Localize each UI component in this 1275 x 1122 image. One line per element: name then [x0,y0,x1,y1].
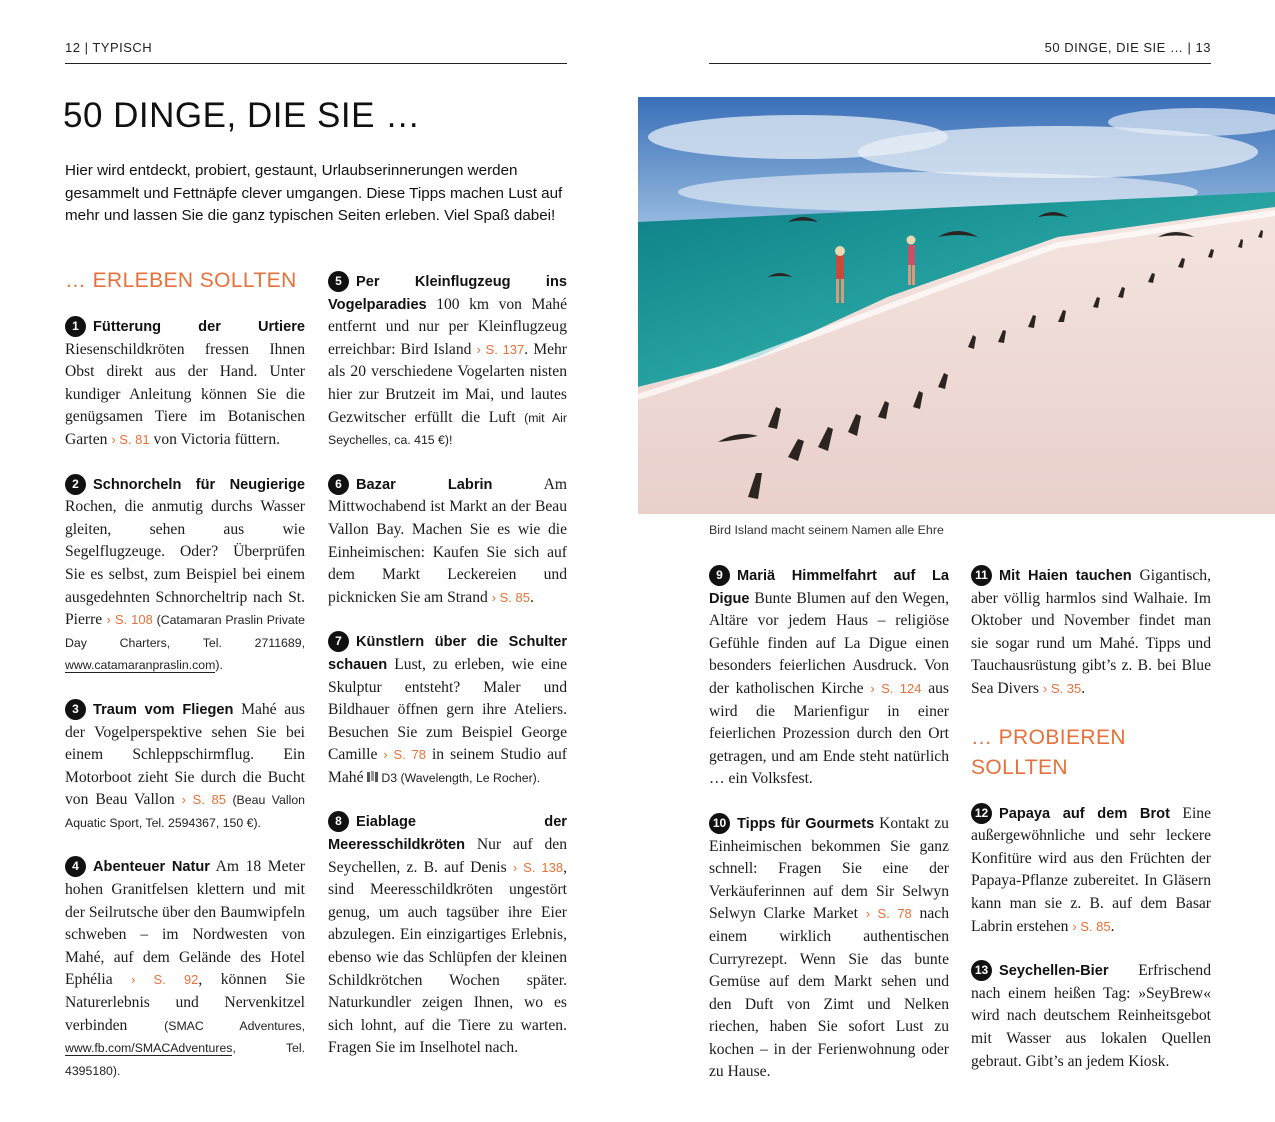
tip-item-6: 6 Bazar Labrin Am Mittwochabend ist Markt an der Beau Vallon Bay. Machen Sie es wie die Einheimischen: Kaufen Sie sich auf dem Markt Leckereien und picknicken Sie am Strand › S. 85. [328,475,567,606]
column-2 [328,271,567,1082]
number-badge: 9 [709,565,730,586]
number-badge: 5 [328,271,349,292]
tip-item-1: 1 Fütterung der Urtiere Riesenschildkröten fressen Ihnen Obst direkt aus der Hand. Unter kundiger Anleitung können Sie die genügsamen Tiere im Botanischen Garten › S. 81 von Victoria füttern. [65,316,305,452]
map-icon [367,771,378,783]
intro-text: Hier wird entdeckt, probiert, gestaunt, Urlaubserinnerungen werden gesammelt und Fettnäpfe clever umgangen. Diese Tipps machen Lust auf mehr und lassen Sie die ganz typischen Seiten erleben. Viel Spaß dabei! [65,162,563,224]
number-badge: 10 [709,813,730,834]
tip-item-3: 3 Traum vom Fliegen Mahé aus der Vogelperspektive sehen Sie bei einem Schleppschirmflug. Ein Motorboot zieht Sie durch die Bucht von Beau Vallon › S. 85 (Beau Vallon Aquatic Sport, Tel. 2594367, 150 €). [65,700,305,830]
page-reference-link[interactable]: › S. 78 [865,906,912,922]
web-link[interactable]: www.catamaranpraslin.com [65,658,216,673]
tip-title: Künstlern über die Schulter schauen [328,634,567,673]
tip-title: Eiablage der Meeresschildkröten [328,814,567,854]
page-reference-link[interactable]: › S. 85 [181,792,227,808]
tip-title: Abenteuer Natur [93,859,210,876]
page-reference-link[interactable]: › S. 85 [491,589,530,605]
page-reference-link[interactable]: › S. 124 [870,680,922,696]
page-reference-link[interactable]: › S. 78 [383,747,426,763]
photo-caption: Bird Island macht seinem Namen alle Ehre [709,523,944,537]
page-reference-link[interactable]: › S. 85 [1072,918,1111,934]
tip-title: Mariä Himmelfahrt auf La Digue [709,568,949,607]
page-reference-link[interactable]: › S. 35 [1042,680,1082,696]
section-heading-probieren: … PROBIEREN SOLLTEN [971,725,1126,779]
number-badge: 2 [65,474,86,495]
number-badge: 11 [971,565,992,586]
running-header-left: 12 | TYPISCH [65,40,567,64]
tip-item-11: 11 Mit Haien tauchen Gigantisch, aber völlig harmlos sind Walhaie. Im Oktober und November findet man sie sogar rund um Mahé. Tipps und Tauchausrüstung gibt’s z. B. bei Blue Sea Divers › S. 35. [971,567,1211,697]
tip-title: Tipps für Gourmets [737,815,875,832]
number-badge: 8 [328,811,349,832]
number-badge: 1 [65,316,86,337]
number-badge: 4 [65,856,86,877]
number-badge: 12 [971,803,992,824]
page-reference-link[interactable]: › S. 108 [106,612,153,628]
number-badge: 7 [328,631,349,652]
web-link[interactable]: www.fb.com/SMACAdventures [65,1041,233,1056]
number-badge: 3 [65,699,86,720]
page-reference-link[interactable]: › S. 81 [111,431,150,447]
section-heading-erleben: … ERLEBEN SOLLTEN [65,269,297,292]
tip-title: Fütterung der Urtiere [93,319,305,335]
column-4 [971,565,1211,1095]
page-reference-link[interactable]: › S. 137 [476,341,525,357]
tip-title: Traum vom Fliegen [93,701,234,718]
tip-item-13: 13 Seychellen-Bier Erfrischend nach einem heißen Tag: »SeyBrew« wird nach deutschem Reinheitsgebot mit Wasser aus lokalen Quellen gebraut. Gibt’s an jedem Kiosk. [971,962,1211,1070]
page-reference-link[interactable]: › S. 138 [512,859,564,875]
tip-item-12: 12 Papaya auf dem Brot Eine außergewöhnliche und sehr leckere Konfitüre wird aus den Früchten der Papaya-Pflanze zubereitet. In Gläsern kann man sie z. B. auf dem Basar Labrin erstehen › S. 85. [971,804,1211,935]
column-1 [65,266,305,1104]
number-badge: 6 [328,474,349,495]
tip-item-7: 7 Künstlern über die Schulter schauen Lust, zu erleben, wie eine Skulptur entsteht? Maler und Bildhauer öffnen gern ihre Ateliers. Besuchen Sie zum Beispiel George Camille › S. 78 in seinem Studio auf Mahé D3 (Wavelength, Le Rocher). [328,631,567,789]
beach-photo [638,97,1275,514]
tip-title: Per Kleinflugzeug ins Vogelparadies [328,274,567,313]
tip-title: Papaya auf dem Brot [999,805,1170,822]
tip-title: Mit Haien tauchen [999,568,1132,584]
tip-item-8: 8 Eiablage der Meeresschildkröten Nur auf den Seychellen, z. B. auf Denis › S. 138, sind Meeresschildkröten ungestört genug, um auch tagsüber ihre Eier abzulegen. Ein einzigartiges Erlebnis, ebenso wie das Schlüpfen der kleinen Schildkrötchen Wochen später. Naturkundler zeigen Ihnen, wo es sich lohnt, auf die Tiere zu warten. Fragen Sie im Inselhotel nach. [328,811,567,1060]
tip-title: Seychellen-Bier [999,963,1109,980]
number-badge: 13 [971,960,992,981]
tip-item-10: 10 Tipps für Gourmets Kontakt zu Einheimischen bekommen Sie ganz schnell: Fragen Sie eine der Verkäuferinnen auf dem Sir Selwyn Selwyn Clarke Market › S. 78 nach einem wirklich authentischen Curryrezept. Wenn Sie das bunte Gemüse auf dem Markt sehen und den Duft von Zimt und Nelken riechen, haben Sie sofort Lust zu kochen – in der Ferienwohnung oder zu Hause. [709,814,949,1081]
tip-item-5: 5 Per Kleinflugzeug ins Vogelparadies 100 km von Mahé entfernt und nur per Kleinflugzeug erreichbar: Bird Island › S. 137. Mehr als 20 verschiedene Vogelarten nisten hier zur Brutzeit im Mai, und lautes Gezwitscher erfüllt die Luft (mit Air Seychelles, ca. 415 €)! [328,271,567,452]
tip-title: Schnorcheln für Neugierige [93,476,305,493]
running-header-right: 50 DINGE, DIE SIE … | 13 [709,40,1211,64]
page-title: 50 DINGE, DIE SIE … [63,96,421,135]
tip-item-2: 2 Schnorcheln für Neugierige Rochen, die anmutig durchs Wasser gleiten, sehen aus wie Segelflugzeuge. Oder? Überprüfen Sie es selbst, zum Beispiel bei einem ausgedehnten Schnorcheltrip nach St. Pierre › S. 108 (Catamaran Praslin Private Day Charters, Tel. 2711689, www.catamaranpraslin.com). [65,474,305,677]
page-reference-link[interactable]: › S. 92 [131,972,199,988]
tip-title: Bazar Labrin [356,476,493,493]
bird-island-beach-image [638,97,1275,514]
tip-item-9: 9 Mariä Himmelfahrt auf La Digue Bunte Blumen auf den Wegen, Altäre vor jedem Haus – religiöse Gefühle finden auf La Digue einen besonders feierlichen Ausdruck. Von der katholischen Kirche › S. 124 aus wird die Marienfigur in einer feierlichen Prozession durch den Ort getragen, und am Ende steht natürlich … ein Volksfest. [709,565,949,791]
tip-item-4: 4 Abenteuer Natur Am 18 Meter hohen Granitfelsen klettern und mit der Seilrutsche über den Baumwipfeln schweben – im Nordwesten von Mahé, auf dem Gelände des Hotel Ephélia › S. 92, können Sie Naturerlebnis und Nervenkitzel verbinden (SMAC Adventures, www.fb.com/SMACAdventures, Tel. 4395180). [65,858,306,1078]
column-3 [709,565,949,1106]
